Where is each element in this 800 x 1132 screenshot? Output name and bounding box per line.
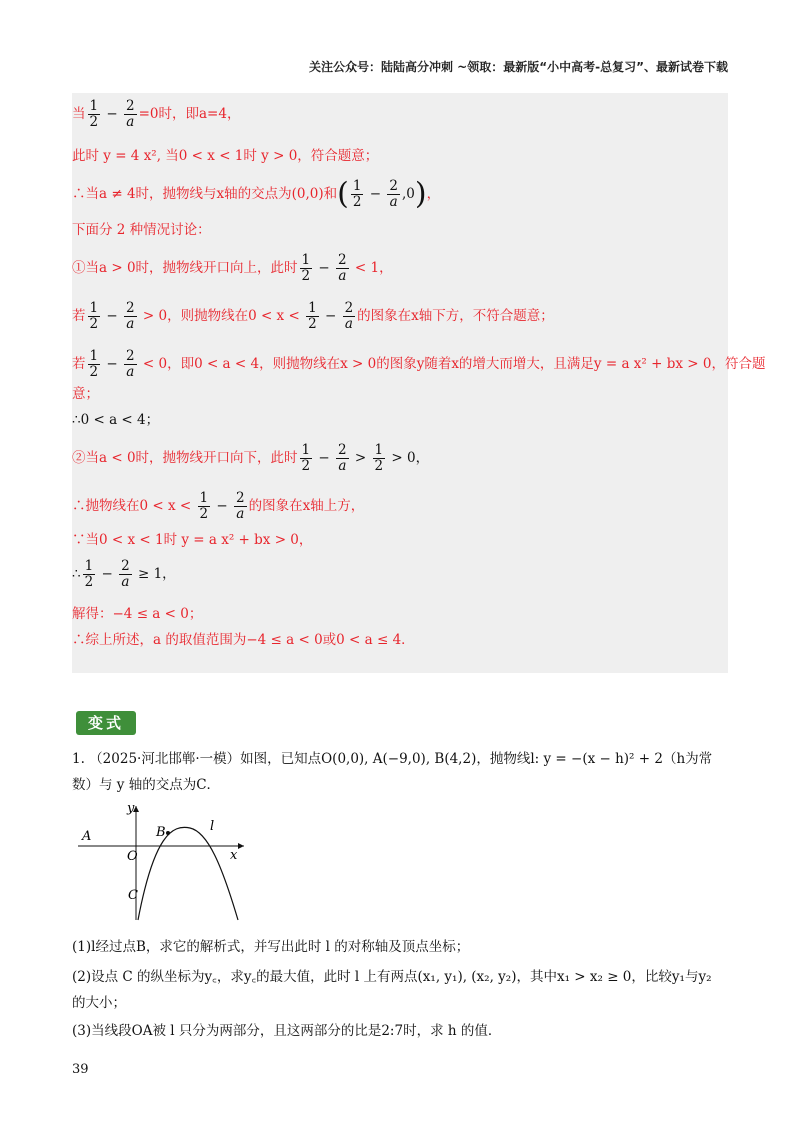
question-3: (3)当线段OA被 l 只分为两部分，且这两部分的比是2:7时，求 h 的值． xyxy=(72,1023,502,1039)
denominator: a xyxy=(338,458,347,474)
solution-line-4: 下面分 2 种情况讨论： xyxy=(72,222,211,238)
text: ,0 xyxy=(401,186,415,202)
solution-line-8: 意； xyxy=(72,386,99,402)
problem-stem-line-1: 1. （2025·河北邯郸·一模）如图，已知点O(0,0), A(−9,0), B(4,2)，抛物线l: y = −(x − h)² + 2（h为常 xyxy=(72,751,713,767)
operator: − xyxy=(102,356,122,372)
denominator: 2 xyxy=(301,458,311,474)
variant-badge: 变式 xyxy=(76,711,136,735)
denominator: a xyxy=(344,316,353,332)
numerator: 1 xyxy=(352,178,362,194)
solution-line-12: ∵当0 < x < 1时 y = a x² + bx > 0， xyxy=(72,532,313,548)
operator: − xyxy=(365,186,386,202)
solution-line-14: 解得：−4 ≤ a < 0； xyxy=(72,606,203,622)
text: ∴抛物线在0 < x < xyxy=(72,498,196,514)
numerator: 1 xyxy=(89,300,99,316)
label-o: O xyxy=(127,849,138,864)
question-1: (1)l经过点B，求它的解析式，并写出此时 l 的对称轴及顶点坐标； xyxy=(72,939,470,955)
operator: − xyxy=(314,260,335,276)
numerator: 1 xyxy=(84,558,94,574)
numerator: 2 xyxy=(121,558,130,574)
numerator: 2 xyxy=(236,490,245,506)
solution-line-9: ∴0 < a < 4； xyxy=(72,412,160,428)
question-2-continued: 的大小； xyxy=(72,995,126,1011)
numerator: 2 xyxy=(344,300,354,316)
denominator: 2 xyxy=(89,114,99,130)
text: 的图象在x轴下方，不符合题意； xyxy=(357,308,554,324)
operator: − xyxy=(97,566,118,582)
denominator: 2 xyxy=(89,364,99,380)
label-c: C xyxy=(128,888,138,903)
page-header: 关注公众号：陆陆高分冲刺 ~领取：最新版“小中高考-总复习”、最新试卷下载 xyxy=(309,60,728,74)
numerator: 1 xyxy=(89,98,99,114)
solution-line-11 xyxy=(72,491,364,522)
point-b-dot xyxy=(166,831,170,835)
numerator: 1 xyxy=(301,252,311,268)
text: =0时，即a=4， xyxy=(138,106,241,122)
label-b: B xyxy=(156,825,166,840)
solution-line-3 xyxy=(72,176,441,212)
numerator: 2 xyxy=(338,442,347,458)
denominator: a xyxy=(236,506,245,522)
numerator: 2 xyxy=(126,98,135,114)
text: > 0， xyxy=(387,450,430,466)
denominator: 2 xyxy=(84,574,94,590)
denominator: 2 xyxy=(374,458,384,474)
text: ， xyxy=(426,186,441,202)
text: ②当a < 0时，抛物线开口向下，此时 xyxy=(72,450,298,466)
numerator: 1 xyxy=(89,348,99,364)
denominator: a xyxy=(121,574,130,590)
denominator: 2 xyxy=(89,316,99,332)
solution-line-7 xyxy=(72,349,765,380)
denominator: a xyxy=(126,316,135,332)
numerator: 1 xyxy=(301,442,311,458)
solution-line-1 xyxy=(72,99,240,130)
parabola-curve xyxy=(138,827,238,920)
text: 若 xyxy=(72,308,86,324)
denominator: a xyxy=(389,194,398,210)
text: > xyxy=(350,450,371,466)
page-number: 39 xyxy=(72,1062,89,1077)
denominator: 2 xyxy=(352,194,362,210)
denominator: a xyxy=(126,114,135,130)
question-2: (2)设点 C 的纵坐标为y꜀，求y꜀的最大值，此时 l 上有两点(x₁, y₁), (x₂, y₂)，其中x₁ > x₂ ≥ 0，比较y₁与y₂ xyxy=(72,969,712,985)
label-y: y xyxy=(127,801,135,816)
denominator: a xyxy=(338,268,347,284)
problem-stem-line-2: 数）与 y 轴的交点为C． xyxy=(72,777,221,793)
numerator: 1 xyxy=(308,300,317,316)
parabola-figure xyxy=(72,796,262,924)
solution-line-2: 此时 y = 4 x², 当0 < x < 1时 y > 0，符合题意； xyxy=(72,148,379,164)
solution-line-5 xyxy=(72,253,393,284)
text: 的图象在x轴上方， xyxy=(248,498,365,514)
paren: ) xyxy=(414,176,427,212)
label-x: x xyxy=(230,848,238,863)
text: ≥ 1， xyxy=(133,566,176,582)
text: 当 xyxy=(72,106,86,122)
numerator: 2 xyxy=(126,348,135,364)
text: < 1， xyxy=(350,260,393,276)
text: > 0，则抛物线在0 < x < xyxy=(138,308,305,324)
denominator: 2 xyxy=(199,506,209,522)
text: ∴当a ≠ 4时，抛物线与x轴的交点为(0,0)和 xyxy=(72,186,338,202)
solution-line-6 xyxy=(72,301,554,332)
text: < 0，即0 < a < 4，则抛物线在x > 0的图象y随着x的增大而增大，且满足y = a x² + bx > 0，符合题 xyxy=(138,356,766,372)
operator: − xyxy=(102,308,122,324)
operator: − xyxy=(320,308,341,324)
solution-line-10 xyxy=(72,443,429,474)
numerator: 1 xyxy=(374,442,384,458)
operator: − xyxy=(212,498,232,514)
denominator: 2 xyxy=(308,316,317,332)
solution-box xyxy=(72,93,766,673)
numerator: 2 xyxy=(338,252,347,268)
label-a: A xyxy=(82,829,92,844)
text: 若 xyxy=(72,356,86,372)
denominator: 2 xyxy=(301,268,311,284)
paren: ( xyxy=(337,176,349,212)
text: ∴ xyxy=(72,566,81,582)
denominator: a xyxy=(126,364,135,380)
label-l: l xyxy=(210,819,215,834)
numerator: 2 xyxy=(126,300,135,316)
operator: − xyxy=(314,450,335,466)
numerator: 2 xyxy=(389,178,398,194)
numerator: 1 xyxy=(199,490,209,506)
solution-line-15: ∴综上所述，a 的取值范围为−4 ≤ a < 0或0 < a ≤ 4． xyxy=(72,632,415,648)
solution-line-13 xyxy=(72,559,176,590)
text: ①当a > 0时，抛物线开口向上，此时 xyxy=(72,260,298,276)
operator: − xyxy=(102,106,122,122)
